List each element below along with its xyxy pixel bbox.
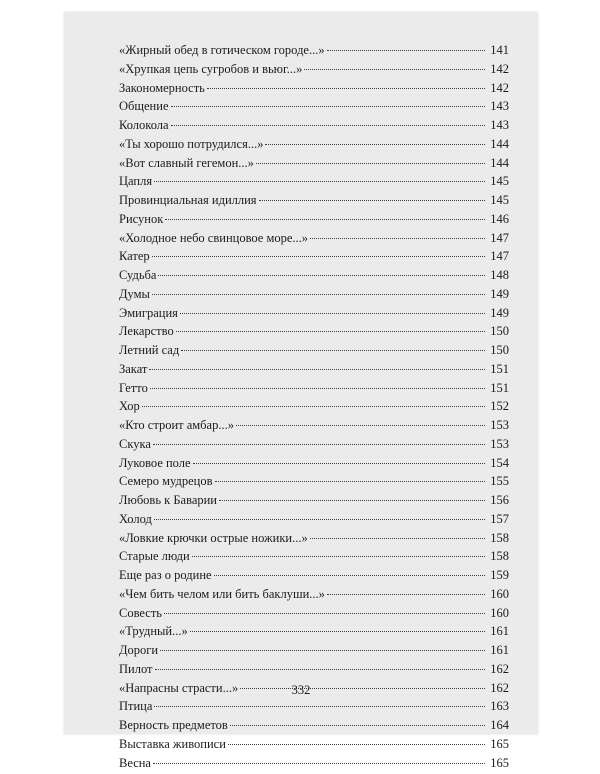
dot-leader: [154, 181, 485, 182]
toc-entry: [119, 62, 509, 81]
dot-leader: [153, 763, 485, 764]
toc-entry-title: Цапля: [119, 174, 152, 189]
dot-leader: [304, 69, 485, 70]
dot-leader: [153, 444, 485, 445]
toc-entry-title: Общение: [119, 99, 169, 114]
toc-entry-page: 152: [487, 399, 509, 414]
toc-entry: [119, 362, 509, 381]
toc-entry-title: Закономерность: [119, 81, 205, 96]
toc-entry: [119, 456, 509, 475]
toc-entry-page: 158: [487, 549, 509, 564]
toc-entry-page: 147: [487, 249, 509, 264]
dot-leader: [190, 631, 485, 632]
toc-entry: [119, 268, 509, 287]
toc-entry: [119, 43, 509, 62]
dot-leader: [176, 331, 485, 332]
toc-entry: [119, 249, 509, 268]
toc-entry: [119, 549, 509, 568]
toc-entry-page: 146: [487, 212, 509, 227]
toc-entry: [119, 343, 509, 362]
toc-entry-title: «Жирный обед в готическом городе...»: [119, 43, 325, 58]
toc-entry-title: Хор: [119, 399, 140, 414]
toc-entry: [119, 99, 509, 118]
toc-entry-page: 143: [487, 118, 509, 133]
toc-entry-title: «Хрупкая цепь сугробов и вьюг...»: [119, 62, 302, 77]
toc-entry-title: «Холодное небо свинцовое море...»: [119, 231, 308, 246]
toc-entry-page: 143: [487, 99, 509, 114]
toc-entry-title: Лекарство: [119, 324, 174, 339]
dot-leader: [228, 744, 485, 745]
dot-leader: [160, 650, 485, 651]
toc-entry-page: 145: [487, 193, 509, 208]
toc-entry-page: 153: [487, 418, 509, 433]
toc-entry-title: Летний сад: [119, 343, 179, 358]
toc-entry-page: 161: [487, 643, 509, 658]
toc-entry-page: 141: [487, 43, 509, 58]
toc-entry: [119, 306, 509, 325]
toc-entry-title: Эмиграция: [119, 306, 178, 321]
toc-entry-title: «Ловкие крючки острые ножики...»: [119, 531, 308, 546]
dot-leader: [150, 388, 485, 389]
toc-entry-page: 162: [487, 662, 509, 677]
toc-entry-title: Луковое поле: [119, 456, 191, 471]
toc-entry-title: Верность предметов: [119, 718, 228, 733]
toc-entry-title: Совесть: [119, 606, 162, 621]
toc-entry-page: 147: [487, 231, 509, 246]
dot-leader: [155, 669, 485, 670]
toc-entry: [119, 718, 509, 737]
toc-entry: [119, 662, 509, 681]
toc-entry: [119, 174, 509, 193]
toc-entry: [119, 568, 509, 587]
dot-leader: [152, 294, 485, 295]
dot-leader: [154, 706, 485, 707]
toc-entry-title: Семеро мудрецов: [119, 474, 213, 489]
toc-entry-page: 151: [487, 362, 509, 377]
toc-entry-title: «Чем бить челом или бить баклуши...»: [119, 587, 325, 602]
toc-entry: [119, 156, 509, 175]
dot-leader: [259, 200, 485, 201]
dot-leader: [165, 219, 485, 220]
dot-leader: [192, 556, 485, 557]
dot-leader: [310, 538, 485, 539]
dot-leader: [149, 369, 485, 370]
toc-entry-title: «Трудный...»: [119, 624, 188, 639]
toc-entry-page: 154: [487, 456, 509, 471]
toc-entry: [119, 231, 509, 250]
toc-entry-title: Колокола: [119, 118, 169, 133]
toc-entry-page: 161: [487, 624, 509, 639]
toc-entry-page: 158: [487, 531, 509, 546]
dot-leader: [327, 594, 485, 595]
toc-entry: [119, 193, 509, 212]
toc-entry: [119, 587, 509, 606]
toc-entry-page: 163: [487, 699, 509, 714]
book-page: [64, 12, 538, 734]
dot-leader: [219, 500, 485, 501]
toc-entry-title: Еще раз о родине: [119, 568, 212, 583]
dot-leader: [215, 481, 486, 482]
toc-entry-page: 155: [487, 474, 509, 489]
toc-entry: [119, 118, 509, 137]
toc-entry: [119, 512, 509, 531]
toc-entry-page: 164: [487, 718, 509, 733]
toc-entry: [119, 137, 509, 156]
toc-entry-page: 162: [487, 681, 509, 696]
toc-entry: [119, 756, 509, 774]
toc-entry-title: Закат: [119, 362, 147, 377]
toc-entry: [119, 437, 509, 456]
toc-entry: [119, 737, 509, 756]
dot-leader: [171, 125, 485, 126]
dot-leader: [327, 50, 485, 51]
toc-entry: [119, 287, 509, 306]
toc-entry-title: Холод: [119, 512, 152, 527]
toc-entry: [119, 324, 509, 343]
dot-leader: [142, 406, 485, 407]
dot-leader: [310, 238, 485, 239]
toc-entry: [119, 81, 509, 100]
toc-entry: [119, 643, 509, 662]
toc-entry-page: 144: [487, 156, 509, 171]
toc-entry-page: 153: [487, 437, 509, 452]
toc-entry-page: 142: [487, 62, 509, 77]
dot-leader: [164, 613, 485, 614]
toc-entry-title: Гетто: [119, 381, 148, 396]
toc-entry-page: 157: [487, 512, 509, 527]
toc-entry: [119, 493, 509, 512]
toc-entry-title: Дороги: [119, 643, 158, 658]
toc-entry: [119, 474, 509, 493]
toc-entry-title: «Ты хорошо потрудился...»: [119, 137, 263, 152]
toc-entry-page: 150: [487, 324, 509, 339]
toc-entry-title: Пилот: [119, 662, 153, 677]
toc-entry-title: Птица: [119, 699, 152, 714]
toc-entry-title: Весна: [119, 756, 151, 771]
dot-leader: [207, 88, 485, 89]
toc-entry-page: 145: [487, 174, 509, 189]
dot-leader: [154, 519, 485, 520]
toc-entry: [119, 399, 509, 418]
toc-entry-title: Выставка живописи: [119, 737, 226, 752]
toc-entry-title: Старые люди: [119, 549, 190, 564]
dot-leader: [214, 575, 485, 576]
toc-entry: [119, 212, 509, 231]
toc-entry: [119, 699, 509, 718]
toc-entry-page: 159: [487, 568, 509, 583]
dot-leader: [236, 425, 485, 426]
toc-entry-title: Судьба: [119, 268, 156, 283]
toc-entry-page: 156: [487, 493, 509, 508]
toc-entry-title: «Вот славный гегемон...»: [119, 156, 254, 171]
dot-leader: [265, 144, 485, 145]
dot-leader: [180, 313, 485, 314]
toc-entry-page: 151: [487, 381, 509, 396]
dot-leader: [171, 106, 486, 107]
toc-entry-title: Думы: [119, 287, 150, 302]
toc-entry: [119, 624, 509, 643]
toc-entry-page: 144: [487, 137, 509, 152]
toc-entry-page: 148: [487, 268, 509, 283]
dot-leader: [256, 163, 485, 164]
toc-entry-title: Скука: [119, 437, 151, 452]
toc-entry-page: 149: [487, 287, 509, 302]
toc-entry: [119, 531, 509, 550]
dot-leader: [158, 275, 485, 276]
toc-entry-title: Провинциальная идиллия: [119, 193, 257, 208]
toc-entry: [119, 381, 509, 400]
dot-leader: [230, 725, 485, 726]
toc-entry-page: 142: [487, 81, 509, 96]
toc-entry: [119, 418, 509, 437]
toc-entry-page: 160: [487, 587, 509, 602]
toc-entry-page: 165: [487, 756, 509, 771]
toc-entry-title: «Кто строит амбар...»: [119, 418, 234, 433]
page-number: 332: [64, 683, 538, 698]
dot-leader: [193, 463, 485, 464]
dot-leader: [181, 350, 485, 351]
toc-entry-page: 150: [487, 343, 509, 358]
toc-entry-page: 149: [487, 306, 509, 321]
dot-leader: [152, 256, 485, 257]
toc-entry-title: «Напрасны страсти...»: [119, 681, 238, 696]
toc-entry-title: Любовь к Баварии: [119, 493, 217, 508]
toc-entry-title: Катер: [119, 249, 150, 264]
toc-entry-page: 160: [487, 606, 509, 621]
toc-entry: [119, 606, 509, 625]
table-of-contents: [119, 43, 509, 774]
toc-entry-page: 165: [487, 737, 509, 752]
toc-entry-title: Рисунок: [119, 212, 163, 227]
